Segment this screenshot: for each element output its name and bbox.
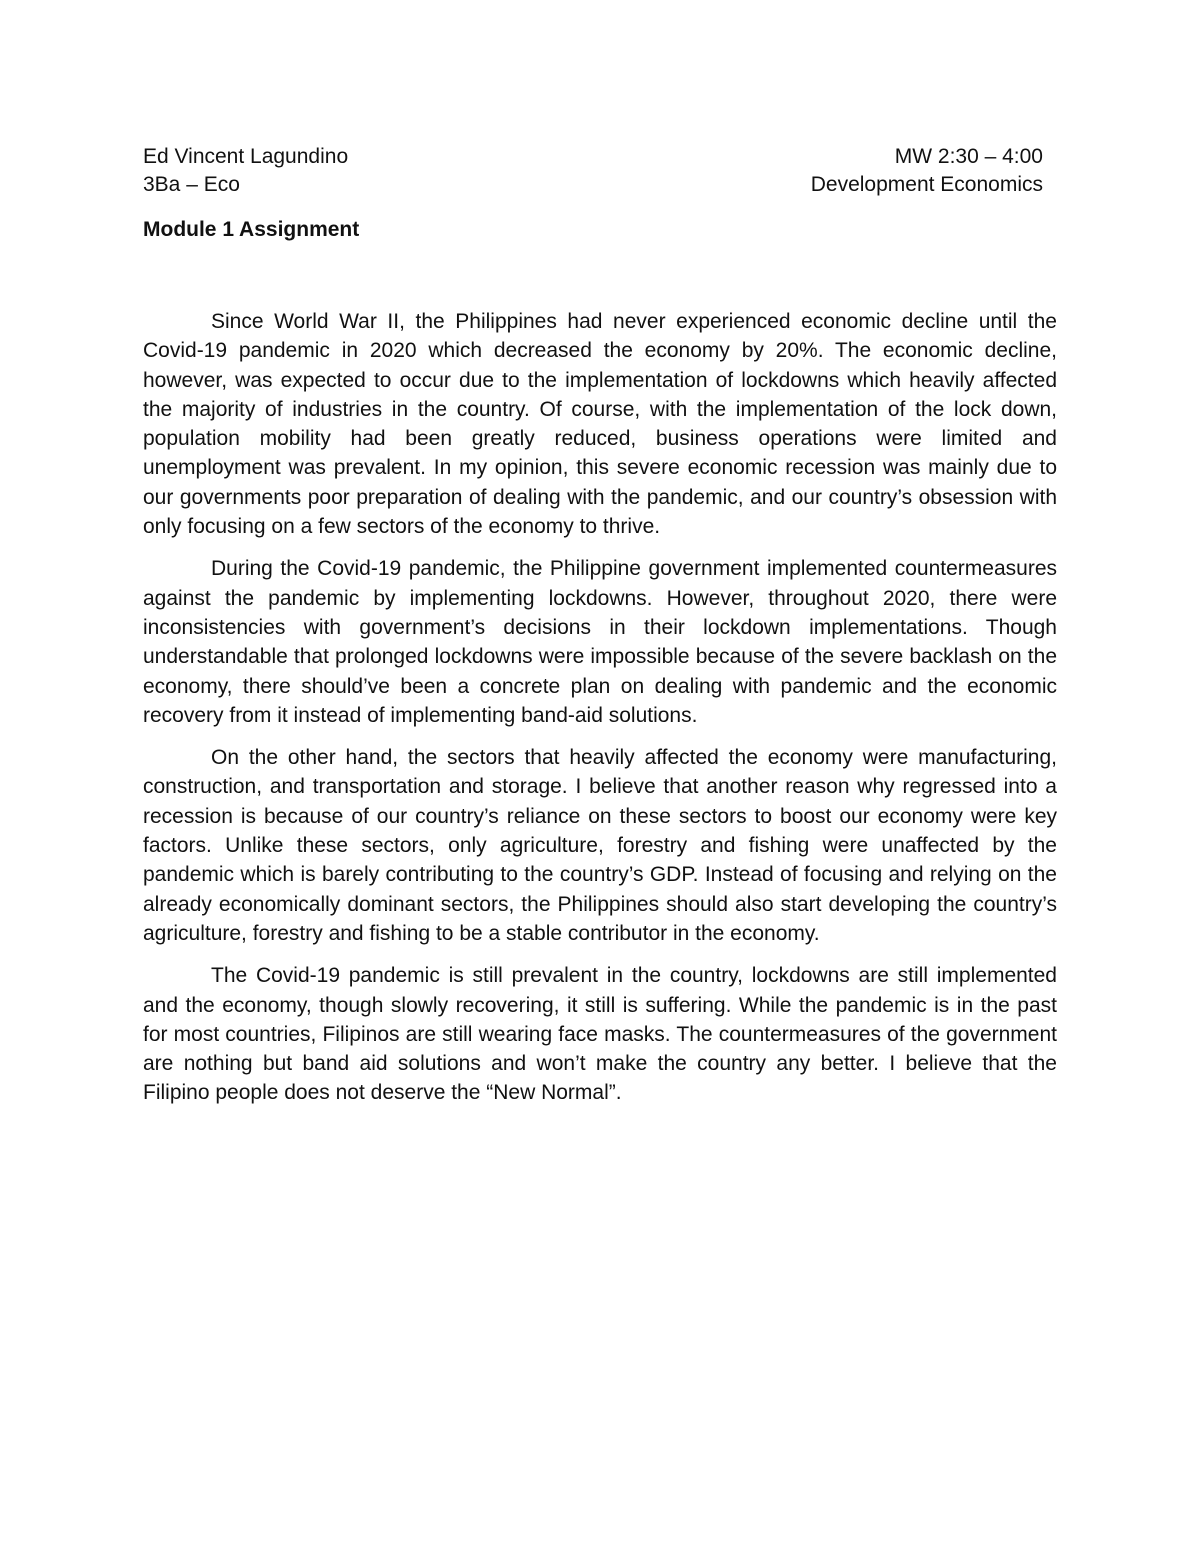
paragraph-1: Since World War II, the Philippines had never experienced economic decline until the Covid-19 pandemic in 2020 which decreased the economy by 20%. The economic decline, however, was expected to occur due to the implementation of lockdowns which heavily affected the majority of industries in the country. Of course, with the implementation of the lock down, population mobility had been greatly reduced, business operations were limited and unemployment was prevalent. In my opinion, this severe economic recession was mainly due to our governments poor preparation of dealing with the pandemic, and our country’s obsession with only focusing on a few sectors of the economy to thrive. <box>143 310 1057 539</box>
assignment-title: Module 1 Assignment <box>143 218 360 241</box>
header-row-1 <box>143 143 1043 171</box>
header-row-2 <box>143 171 1043 199</box>
paragraph-2: During the Covid-19 pandemic, the Philippine government implemented countermeasures against the pandemic by implementing lockdowns. However, throughout 2020, there were inconsistencies with government’s decisions in their lockdown implementations. Though understandable that prolonged lockdowns were impossible because of the severe backlash on the economy, there should’ve been a concrete plan on dealing with pandemic and the economic recovery from it instead of implementing band-aid solutions. <box>143 557 1057 727</box>
paragraph-4: The Covid-19 pandemic is still prevalent in the country, lockdowns are still implemented and the economy, though slowly recovering, it still is suffering. While the pandemic is in the past for most countries, Filipinos are still wearing face masks. The countermeasures of the government are nothing but band aid solutions and won’t make the country any better. I believe that the Filipino people does not deserve the “New Normal”. <box>143 964 1057 1105</box>
course-name: Development Economics <box>810 173 1043 196</box>
essay-body <box>143 307 1057 1121</box>
student-name: Ed Vincent Lagundino <box>143 145 349 168</box>
class-schedule: MW 2:30 – 4:00 <box>894 145 1043 168</box>
paragraph-3: On the other hand, the sectors that heavily affected the economy were manufacturing, construction, and transportation and storage. I believe that another reason why regressed into a recession is because of our country’s reliance on these sectors to boost our economy were key factors. Unlike these sectors, only agriculture, forestry and fishing were unaffected by the pandemic which is barely contributing to the country’s GDP. Instead of focusing and relying on the already economically dominant sectors, the Philippines should also start developing the country’s agriculture, forestry and fishing to be a stable contributor in the economy. <box>143 746 1057 945</box>
student-section: 3Ba – Eco <box>143 173 240 196</box>
